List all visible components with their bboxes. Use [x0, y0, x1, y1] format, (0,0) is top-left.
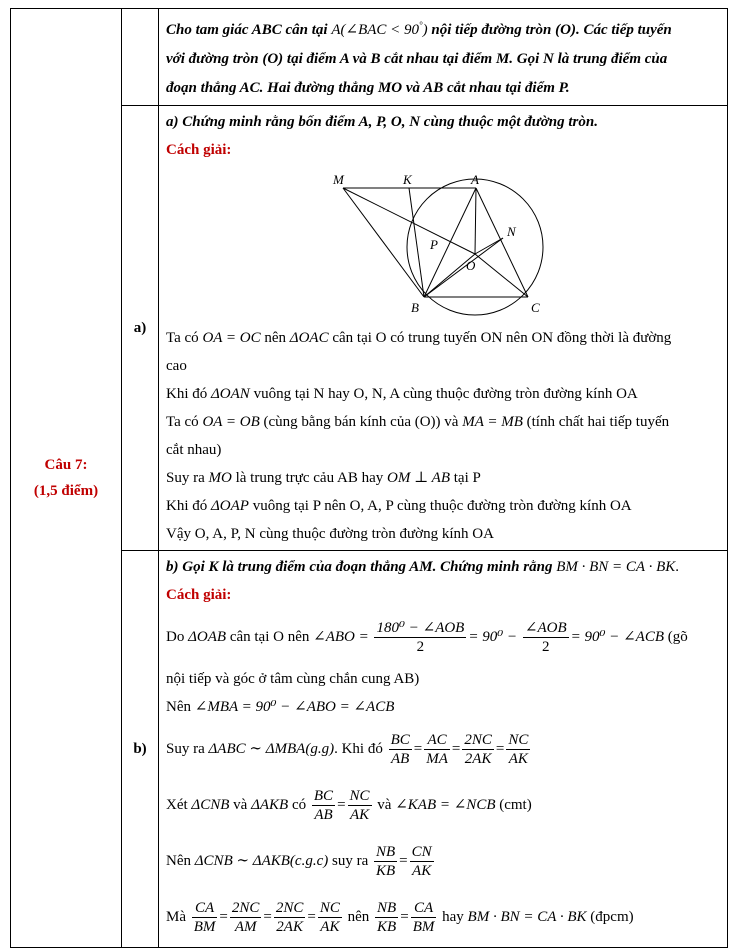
- blank-label-cell: [122, 9, 159, 106]
- fraction: ∠AOB 2: [524, 620, 567, 656]
- tangent-mb: [343, 188, 424, 297]
- segment-on: [475, 238, 503, 254]
- fraction-chain: $\frac{NB}{KB}$ = $\frac{CA}{BM}$: [377, 900, 435, 936]
- label-c: C: [531, 300, 540, 315]
- label-o: O: [466, 258, 476, 273]
- fraction: $\frac{BC}{AB}$: [390, 732, 410, 768]
- part-a-conclusion: Vậy O, A, P, N cùng thuộc đường tròn đường kính OA: [166, 526, 494, 542]
- fraction: $\frac{2NC}{AM}$: [231, 900, 260, 936]
- geometry-figure: [166, 164, 721, 324]
- label-m: M: [333, 172, 344, 187]
- fraction-chain: $\frac{BC}{AB}$ = $\frac{NC}{AK}$: [313, 788, 370, 824]
- part-a-label: a): [122, 106, 159, 551]
- fraction: $\frac{2NC}{2AK}$: [464, 732, 492, 768]
- part-b-label: b): [122, 551, 159, 948]
- fraction: $\frac{AC}{MA}$: [426, 732, 448, 768]
- part-a-step-3: Ta có OA = OB (cùng bằng bán kính của (O)) và MA = MB (tính chất hai tiếp tuyến: [166, 414, 670, 430]
- part-b-step-1: Do ΔOAB cân tại O nên ∠ABO = 180⁰ − ∠AOB 2 = 90⁰ − ∠AOB 2 = 90⁰ − ∠ACB (gõ: [166, 620, 688, 656]
- fraction: $\frac{CN}{AK}$: [411, 844, 432, 880]
- part-a-step-2: Khi đó ΔOAN vuông tại N hay O, N, A cùng thuộc đường tròn đường kính OA: [166, 386, 638, 402]
- part-b-method: Cách giải:: [166, 587, 232, 603]
- solution-table: [10, 8, 728, 948]
- fraction: $\frac{NB}{KB}$: [377, 900, 397, 936]
- part-b-step-1-cont: nội tiếp và góc ở tâm cùng chắn cung AB): [166, 671, 420, 687]
- part-a-method: Cách giải:: [166, 142, 232, 158]
- fraction: $\frac{CA}{BM}$: [193, 900, 216, 936]
- fraction-chain: $\frac{NB}{KB}$ = $\frac{CN}{AK}$: [375, 844, 432, 880]
- part-b-step-3: Suy ra ΔABC ∼ ΔMBA(g.g). Khi đó $\frac{BC}{AB}$ = $\frac{AC}{MA}$ = $\frac{2NC}{2AK}$ = $\frac{NC}{AK}$: [166, 721, 721, 777]
- question-number: Câu 7:: [44, 457, 88, 473]
- label-n: N: [507, 224, 516, 239]
- line-mo: [343, 188, 475, 254]
- fraction: $\frac{CA}{BM}$: [412, 900, 435, 936]
- fraction-chain: $\frac{BC}{AB}$ = $\frac{AC}{MA}$ = $\frac{2NC}{2AK}$ = $\frac{NC}{AK}$: [390, 732, 529, 768]
- fraction: $\frac{BC}{AB}$: [313, 788, 334, 824]
- label-a: A: [471, 172, 479, 187]
- part-b-step-5: Nên ΔCNB ∼ ΔAKB(c.g.c) suy ra $\frac{NB}{KB}$ = $\frac{CN}{AK}$: [166, 833, 721, 889]
- fraction: $\frac{NC}{AK}$: [349, 788, 370, 824]
- segment-ao: [475, 188, 476, 254]
- problem-statement: Cho tam giác ABC cân tại A(∠BAC < 90°) nội tiếp đường tròn (O). Các tiếp tuyến với đường tròn (O) tại điểm A và B cắt nhau tại điểm M. Gọi N là trung điểm của đoạn thẳng AC. Hai đường thẳng MO và AB cắt nhau tại điểm P.: [159, 9, 728, 106]
- fraction: $\frac{2NC}{2AK}$: [275, 900, 304, 936]
- fraction: $\frac{NC}{AK}$: [508, 732, 529, 768]
- part-b-solution: [159, 551, 728, 948]
- part-a-step-1: Ta có OA = OC nên ΔOAC cân tại O có trung tuyến ON nên ON đồng thời là đường: [166, 330, 672, 346]
- fraction: 180⁰ − ∠AOB 2: [376, 620, 465, 656]
- part-b-step-2: Nên ∠MBA = 90⁰ − ∠ABO = ∠ACB: [166, 699, 395, 715]
- question-points: (1,5 điểm): [33, 483, 99, 499]
- part-a-title: a) Chứng minh rằng bốn điểm A, P, O, N cùng thuộc một đường tròn.: [166, 114, 598, 130]
- segment-ac: [476, 188, 528, 297]
- fraction-chain: $\frac{CA}{BM}$ = $\frac{2NC}{AM}$ = $\frac{2NC}{2AK}$ = $\frac{NC}{AK}$: [193, 900, 340, 936]
- question-label-cell: [11, 9, 122, 948]
- figure-svg: [166, 164, 726, 324]
- part-b-step-4: Xét ΔCNB và ΔAKB có $\frac{BC}{AB}$ = $\frac{NC}{AK}$ và ∠KAB = ∠NCB (cmt): [166, 788, 532, 824]
- part-a-solution: [159, 106, 728, 551]
- label-k: K: [403, 172, 412, 187]
- part-a-step-5: Khi đó ΔOAP vuông tại P nên O, A, P cùng thuộc đường tròn đường kính OA: [166, 498, 632, 514]
- label-p: P: [430, 237, 438, 252]
- part-b-title: b) Gọi K là trung điểm của đoạn thẳng AM. Chứng minh rằng BM · BN = CA · BK.: [166, 559, 679, 575]
- segment-oc: [475, 254, 528, 297]
- label-b: B: [411, 300, 419, 315]
- part-a-step-1-cont: cao: [166, 358, 187, 374]
- part-b-conclusion: Mà $\frac{CA}{BM}$ = $\frac{2NC}{AM}$ = $\frac{2NC}{2AK}$ = $\frac{NC}{AK}$ nên $\frac{NB}{KB}$ = $\frac{CA}{BM}$ hay BM · BN = CA · BK (đpcm): [166, 900, 634, 936]
- fraction: $\frac{NC}{AK}$: [319, 900, 340, 936]
- part-a-step-4: Suy ra MO là trung trực cảu AB hay OM ⊥ AB tại P: [166, 470, 481, 486]
- part-a-step-3-cont: cắt nhau): [166, 442, 222, 458]
- angle-condition: A(∠BAC < 90°): [331, 20, 428, 38]
- fraction: $\frac{NB}{KB}$: [375, 844, 396, 880]
